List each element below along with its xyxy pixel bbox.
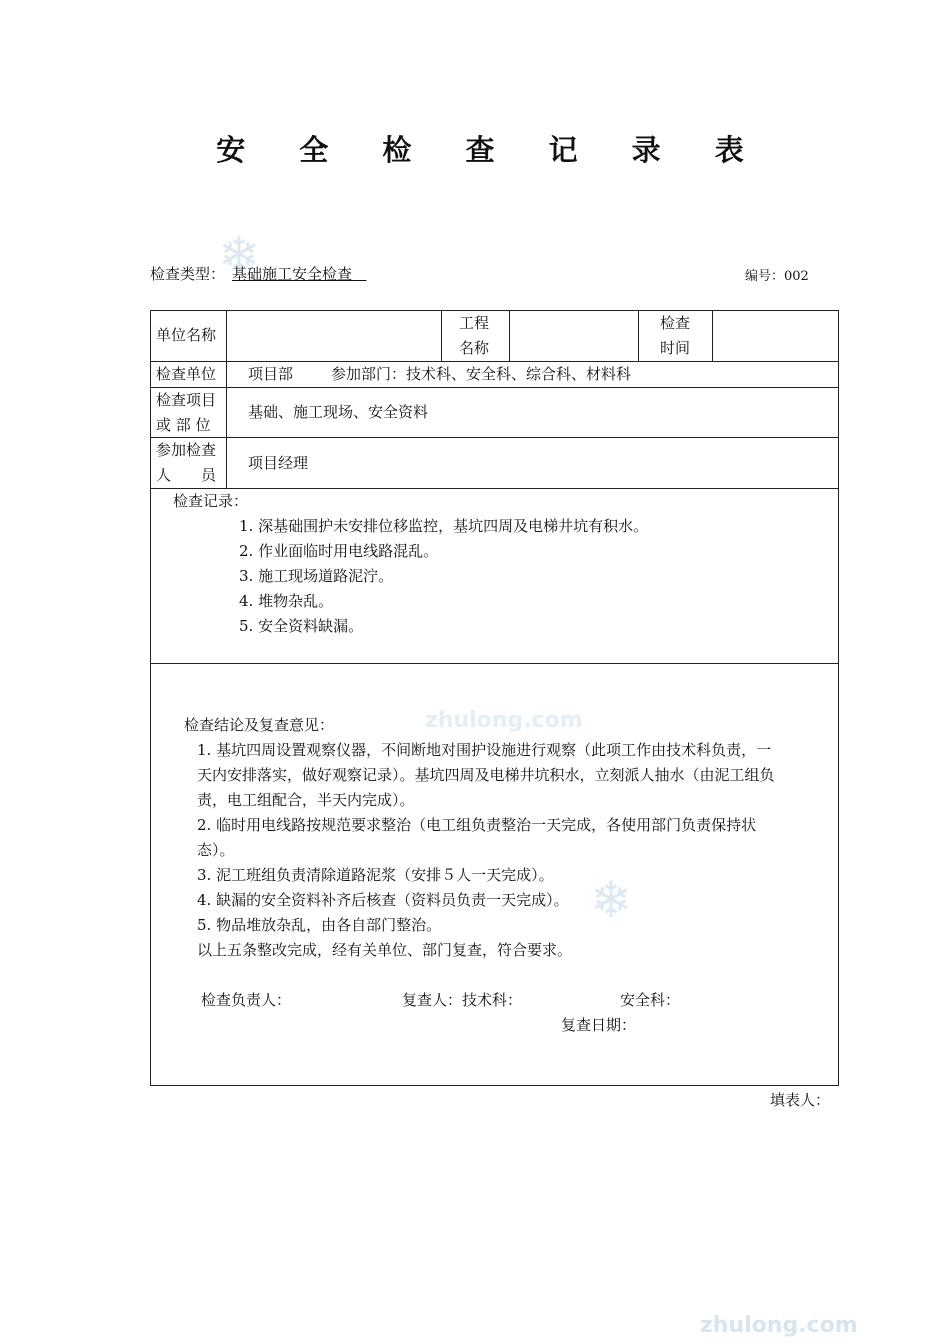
conclusion-line: 责，电工组配合，半天内完成）。 [197, 791, 415, 809]
safety-dept-label: 安全科： [620, 991, 681, 1009]
column-divider [509, 311, 510, 361]
inspection-item-value: 基础、施工现场、安全资料 [248, 403, 429, 421]
list-item: 3. 施工现场道路泥泞。 [239, 567, 394, 585]
inspect-time-label: 检查 时间 [660, 314, 691, 357]
conclusion-line: 5. 物品堆放杂乱，由各自部门整治。 [197, 916, 442, 934]
serial-number [745, 265, 809, 284]
column-divider [441, 311, 442, 361]
conclusion-line: 1. 基坑四周设置观察仪器，不间断地对围护设施进行观察（此项工作由技术科负责，一 [197, 741, 772, 759]
conclusion-line: 以上五条整改完成，经有关单位、部门复查，符合要求。 [197, 941, 573, 959]
inspection-form [150, 310, 839, 1086]
snowflake-watermark-icon: ❄ [590, 871, 632, 929]
conclusion-line: 天内安排落实，做好观察记录）。基坑四周及电梯井坑积水，立刻派人抽水（由泥工组负 [197, 766, 775, 784]
column-divider [712, 311, 713, 361]
serial-label: 编号： [745, 269, 785, 284]
participating-departments: 参加部门：技术科、安全科、综合科、材料科 [331, 365, 632, 383]
row-divider [151, 488, 838, 489]
list-item: 4. 堆物杂乱。 [239, 592, 334, 610]
serial-value: 002 [784, 269, 809, 284]
snowflake-watermark-icon: ❄ [218, 226, 260, 284]
record-heading: 检查记录： [173, 492, 249, 510]
conclusion-heading: 检查结论及复查意见： [184, 716, 335, 734]
reviewer-label: 复查人：技术科： [402, 991, 523, 1009]
inspection-type-value: 基础施工安全检查 [232, 265, 353, 283]
row-divider [151, 663, 838, 664]
column-divider [638, 311, 639, 361]
conclusion-text [197, 738, 837, 963]
record-list [239, 514, 648, 639]
inspection-item-label: 检查项目 或 部 位 [156, 391, 217, 434]
page-title: 安 全 检 查 记 录 表 [216, 133, 766, 167]
responsible-label: 检查负责人： [201, 991, 292, 1009]
conclusion-line: 2. 临时用电线路按规范要求整治（电工组负责整治一天完成，各使用部门负责保持状 [197, 816, 757, 834]
watermark-text: zhulong.com [425, 708, 583, 733]
conclusion-line: 3. 泥工班组负责清除道路泥浆（安排５人一天完成）。 [197, 866, 554, 884]
participants-value: 项目经理 [248, 454, 309, 472]
inspect-unit-value: 项目部 [248, 365, 294, 383]
list-item: 5. 安全资料缺漏。 [239, 617, 364, 635]
row-divider [151, 387, 838, 388]
conclusion-line: 态）。 [197, 841, 235, 859]
column-divider [226, 311, 227, 488]
project-name-label: 工程 名称 [459, 314, 490, 357]
unit-name-label: 单位名称 [156, 326, 217, 344]
list-item: 2. 作业面临时用电线路混乱。 [239, 542, 439, 560]
row-divider [151, 437, 838, 438]
conclusion-line: 4. 缺漏的安全资料补齐后核查（资料员负责一天完成）。 [197, 891, 569, 909]
inspection-type-label: 检查类型： [150, 265, 226, 283]
review-date-label: 复查日期： [561, 1016, 637, 1034]
list-item: 1. 深基础围护未安排位移监控，基坑四周及电梯井坑有积水。 [239, 517, 649, 535]
filler-label: 填表人： [770, 1091, 831, 1109]
watermark-footer: zhulong.com [700, 1313, 858, 1338]
inspect-unit-label: 检查单位 [156, 365, 217, 383]
participants-label: 参加检查 人 员 [156, 441, 217, 484]
